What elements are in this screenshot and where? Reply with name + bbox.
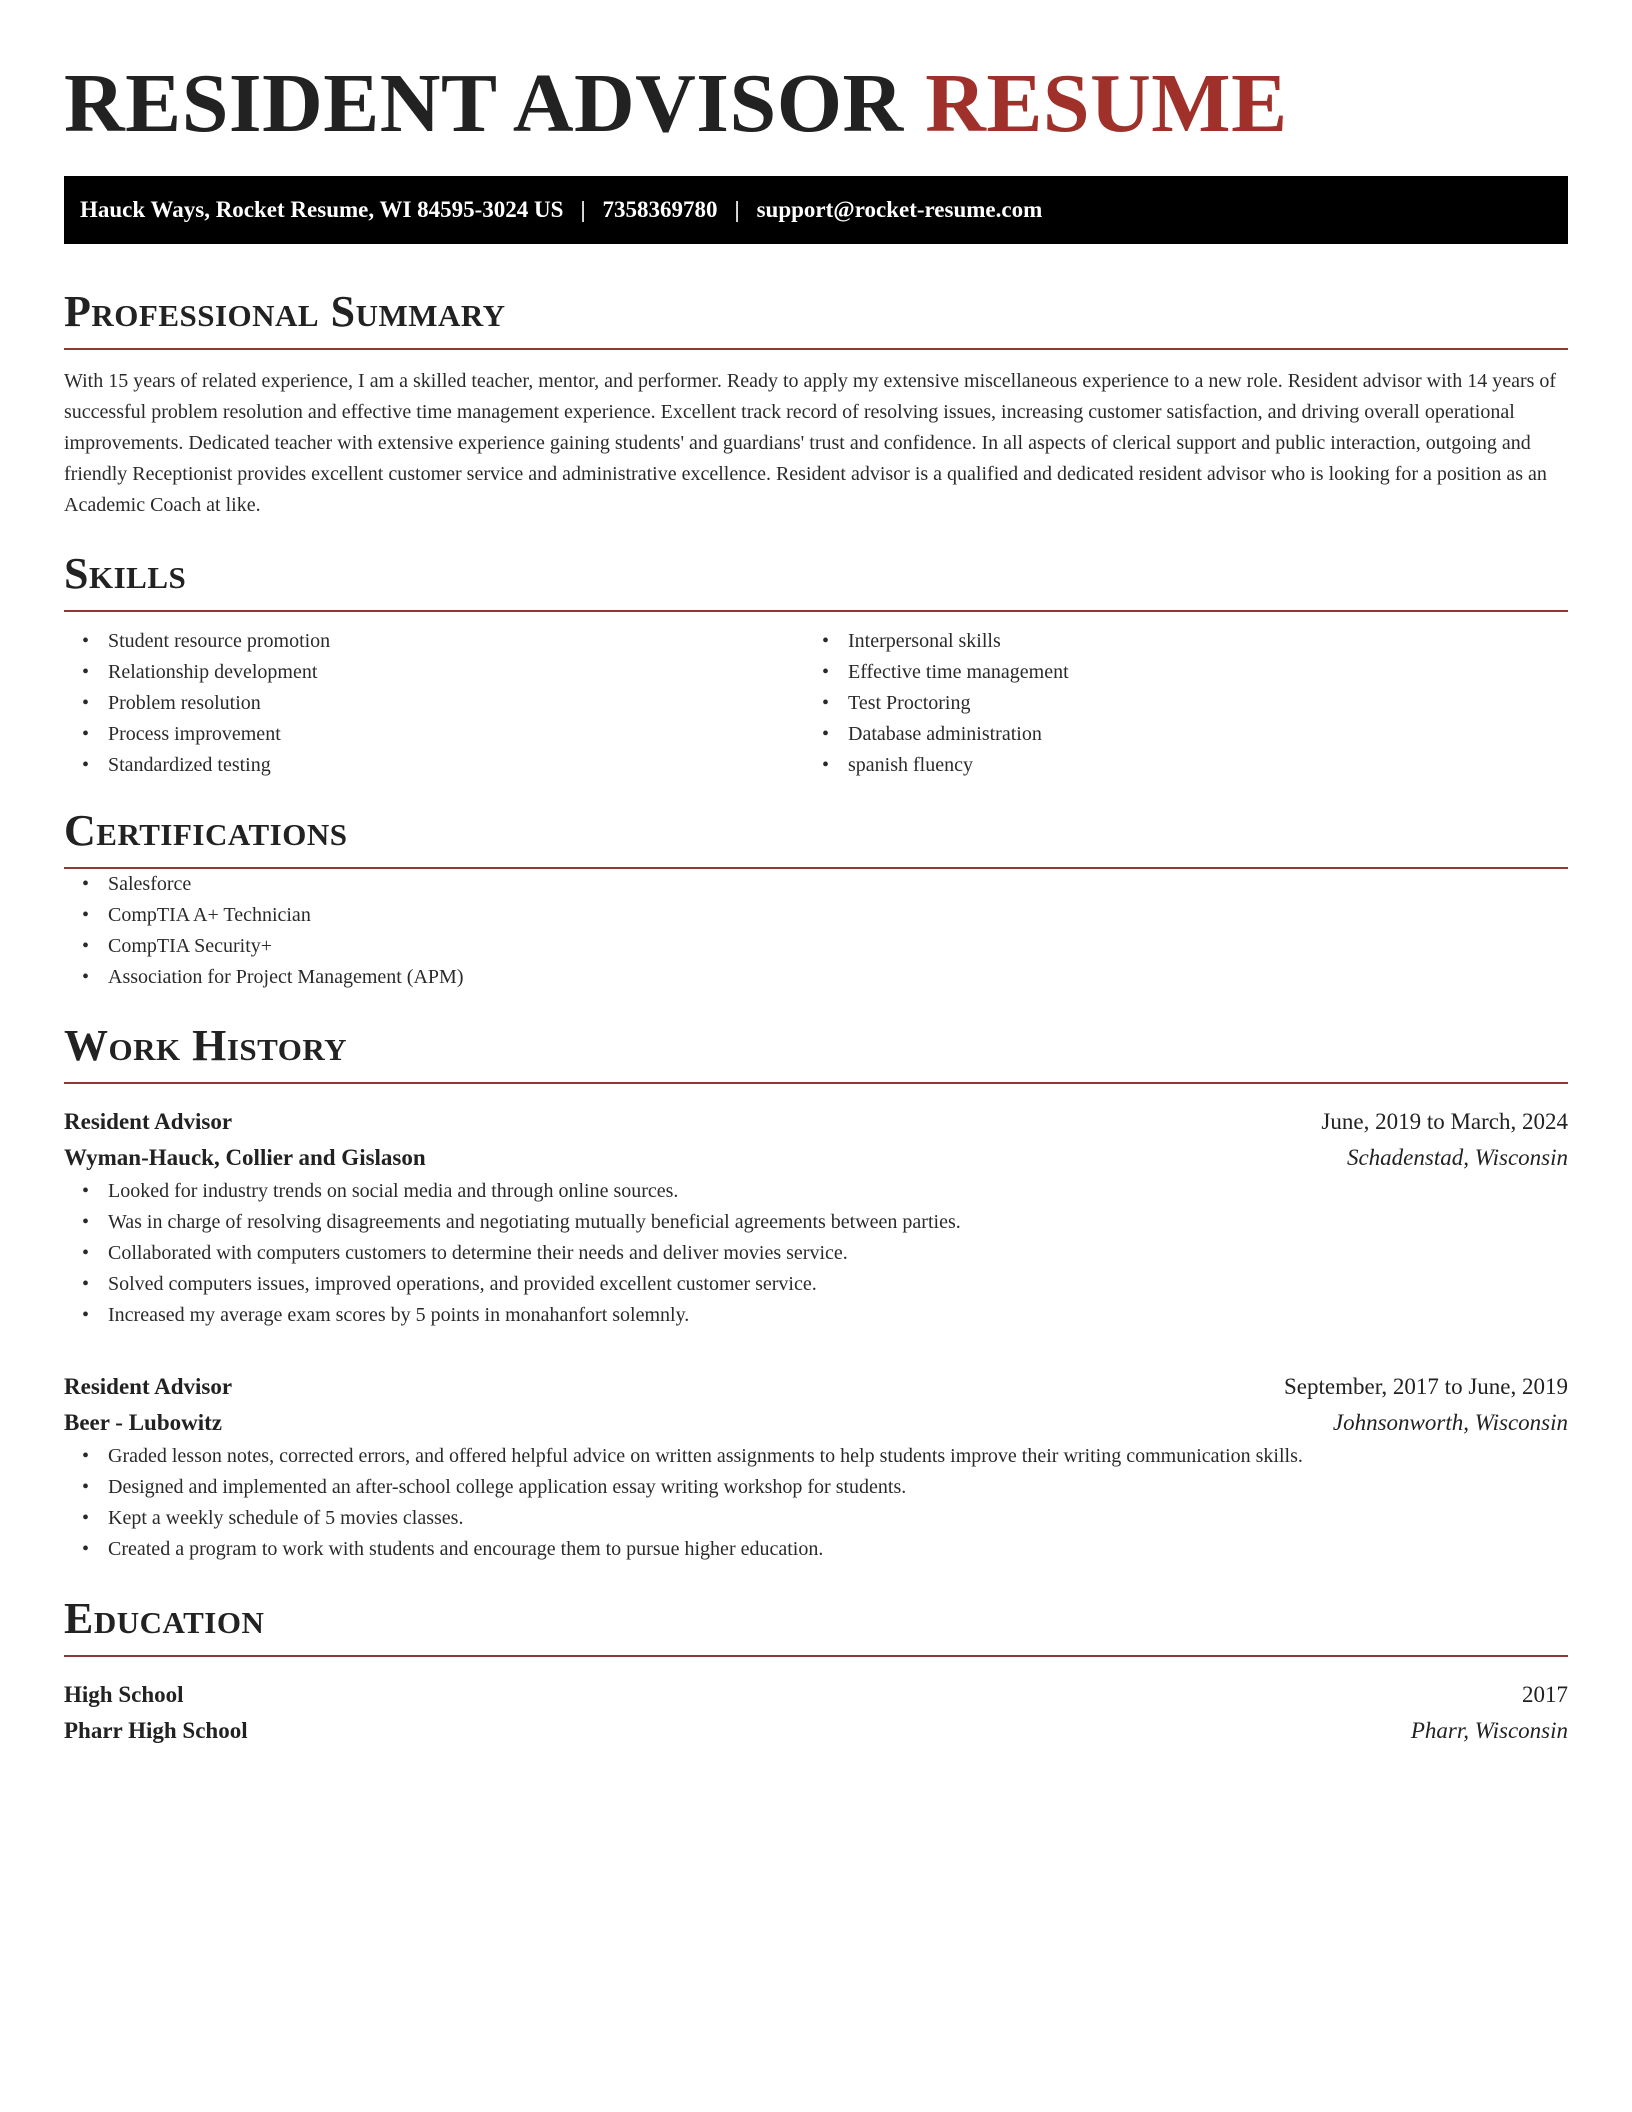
education-section xyxy=(64,1593,1568,1749)
skill-label: Interpersonal skills xyxy=(848,630,1001,652)
skill-label: Relationship development xyxy=(108,661,318,683)
certification-item xyxy=(64,931,1568,962)
job-location: Johnsonworth, Wisconsin xyxy=(1332,1410,1568,1435)
bullet-icon: • xyxy=(82,1445,90,1467)
bullet-icon: • xyxy=(822,630,830,652)
contact-address: Hauck Ways, Rocket Resume, WI 84595-3024 US xyxy=(80,197,564,222)
bullet-icon: • xyxy=(82,1476,90,1498)
work-history-section xyxy=(64,1020,1568,1565)
skill-item xyxy=(804,719,1544,750)
bullet-icon: • xyxy=(82,1211,90,1233)
bullet-icon: • xyxy=(82,966,90,988)
certification-item xyxy=(64,962,1568,993)
contact-separator: | xyxy=(734,197,740,222)
bullet-icon: • xyxy=(82,1538,90,1560)
skills-list-left xyxy=(64,626,804,781)
job-duties-list xyxy=(64,1441,1568,1565)
work-history-heading: Work History xyxy=(64,1020,1568,1084)
skill-label: Standardized testing xyxy=(108,754,271,776)
contact-separator: | xyxy=(580,197,586,222)
certifications-heading: Certifications xyxy=(64,805,1568,869)
education-entry xyxy=(64,1677,1568,1749)
education-heading: Education xyxy=(64,1593,1568,1657)
title-main: RESIDENT ADVISOR xyxy=(64,57,904,150)
bullet-icon: • xyxy=(82,661,90,683)
certification-label: CompTIA A+ Technician xyxy=(108,904,311,926)
summary-heading: Professional Summary xyxy=(64,286,1568,350)
certification-item xyxy=(64,869,1568,900)
skill-item xyxy=(64,657,804,688)
skill-label: spanish fluency xyxy=(848,754,973,776)
skill-label: Student resource promotion xyxy=(108,630,331,652)
skill-item xyxy=(64,626,804,657)
job-duties-list xyxy=(64,1176,1568,1331)
job-duty-text: Collaborated with computers customers to determine their needs and deliver movies service. xyxy=(108,1242,848,1264)
skill-item xyxy=(64,719,804,750)
job-duty-text: Increased my average exam scores by 5 points in monahanfort solemnly. xyxy=(108,1304,690,1326)
certification-item xyxy=(64,900,1568,931)
job-duty-text: Solved computers issues, improved operations, and provided excellent customer service. xyxy=(108,1273,817,1295)
skill-label: Process improvement xyxy=(108,723,281,745)
bullet-icon: • xyxy=(82,1507,90,1529)
bullet-icon: • xyxy=(822,661,830,683)
skill-label: Effective time management xyxy=(848,661,1069,683)
skills-column-right xyxy=(804,626,1544,781)
resume-title xyxy=(64,0,1568,152)
job-company: Wyman-Hauck, Collier and Gislason xyxy=(64,1145,426,1170)
bullet-icon: • xyxy=(82,873,90,895)
bullet-icon: • xyxy=(82,1304,90,1326)
certification-label: CompTIA Security+ xyxy=(108,935,273,957)
bullet-icon: • xyxy=(822,754,830,776)
bullet-icon: • xyxy=(82,723,90,745)
skill-label: Test Proctoring xyxy=(848,692,971,714)
job-header-row xyxy=(64,1369,1568,1405)
skill-item xyxy=(64,750,804,781)
job-duty-text: Looked for industry trends on social media and through online sources. xyxy=(108,1180,679,1202)
skill-item xyxy=(804,626,1544,657)
bullet-icon: • xyxy=(822,723,830,745)
bullet-icon: • xyxy=(82,1180,90,1202)
bullet-icon: • xyxy=(82,904,90,926)
bullet-icon: • xyxy=(82,1242,90,1264)
skills-heading: Skills xyxy=(64,548,1568,612)
job-duty-item xyxy=(64,1472,1568,1503)
skill-label: Database administration xyxy=(848,723,1042,745)
certifications-list xyxy=(64,869,1568,993)
skills-column-left xyxy=(64,626,804,781)
skills-list-right xyxy=(804,626,1544,781)
education-degree: High School xyxy=(64,1682,184,1707)
bullet-icon: • xyxy=(82,935,90,957)
job-duty-item xyxy=(64,1503,1568,1534)
certification-label: Salesforce xyxy=(108,873,192,895)
bullet-icon: • xyxy=(82,630,90,652)
skill-item xyxy=(804,657,1544,688)
job-company: Beer - Lubowitz xyxy=(64,1410,223,1435)
summary-section xyxy=(64,286,1568,521)
job-title: Resident Advisor xyxy=(64,1374,233,1399)
education-school-row xyxy=(64,1713,1568,1749)
education-school: Pharr High School xyxy=(64,1718,248,1743)
skill-item xyxy=(804,688,1544,719)
resume-page xyxy=(64,0,1568,1749)
job-header-row xyxy=(64,1104,1568,1140)
skill-item xyxy=(804,750,1544,781)
job-location: Schadenstad, Wisconsin xyxy=(1346,1145,1568,1170)
job-duty-item xyxy=(64,1534,1568,1565)
contact-phone: 7358369780 xyxy=(602,197,718,222)
bullet-icon: • xyxy=(822,692,830,714)
bullet-icon: • xyxy=(82,692,90,714)
job-duty-item xyxy=(64,1300,1568,1331)
job-duty-item xyxy=(64,1207,1568,1238)
skill-label: Problem resolution xyxy=(108,692,261,714)
skills-section xyxy=(64,548,1568,781)
job-company-row xyxy=(64,1405,1568,1441)
job-duty-text: Kept a weekly schedule of 5 movies classes. xyxy=(108,1507,464,1529)
job-dates: June, 2019 to March, 2024 xyxy=(1321,1109,1568,1134)
summary-text: With 15 years of related experience, I am a skilled teacher, mentor, and performer. Ready to apply my extensive miscellaneous experience to a new role. Resident advisor with 14 years of successful problem resolution and effective time management experience. Excellent track record of resolving issues, increasing customer satisfaction, and driving overall operational improvements. Dedicated teacher with extensive experience gaining students' and guardians' trust and confidence. In all aspects of clerical support and public interaction, outgoing and friendly Receptionist provides excellent customer service and administrative excellence. Resident advisor is a qualified and dedicated resident advisor who is looking for a position as an Academic Coach at like. xyxy=(64,370,1557,516)
education-degree-row xyxy=(64,1677,1568,1713)
skills-grid xyxy=(64,626,1568,781)
job-duty-text: Was in charge of resolving disagreements and negotiating mutually beneficial agreements between parties. xyxy=(108,1211,961,1233)
job-duty-text: Designed and implemented an after-school college application essay writing workshop for students. xyxy=(108,1476,907,1498)
contact-bar xyxy=(64,176,1568,244)
job-duty-item xyxy=(64,1238,1568,1269)
job-title: Resident Advisor xyxy=(64,1109,233,1134)
certifications-section xyxy=(64,805,1568,993)
job-entry xyxy=(64,1104,1568,1331)
job-duty-item xyxy=(64,1441,1568,1472)
job-duty-text: Graded lesson notes, corrected errors, and offered helpful advice on written assignments to help students improve their writing communication skills. xyxy=(108,1445,1303,1467)
job-entry xyxy=(64,1369,1568,1565)
certification-label: Association for Project Management (APM) xyxy=(108,966,464,988)
bullet-icon: • xyxy=(82,754,90,776)
job-duty-text: Created a program to work with students and encourage them to pursue higher education. xyxy=(108,1538,824,1560)
job-dates: September, 2017 to June, 2019 xyxy=(1284,1374,1568,1399)
contact-email: support@rocket-resume.com xyxy=(756,197,1043,222)
job-duty-item xyxy=(64,1269,1568,1300)
education-year: 2017 xyxy=(1522,1682,1568,1707)
bullet-icon: • xyxy=(82,1273,90,1295)
skill-item xyxy=(64,688,804,719)
title-accent: RESUME xyxy=(925,57,1288,150)
job-company-row xyxy=(64,1140,1568,1176)
education-location: Pharr, Wisconsin xyxy=(1410,1718,1568,1743)
job-duty-item xyxy=(64,1176,1568,1207)
